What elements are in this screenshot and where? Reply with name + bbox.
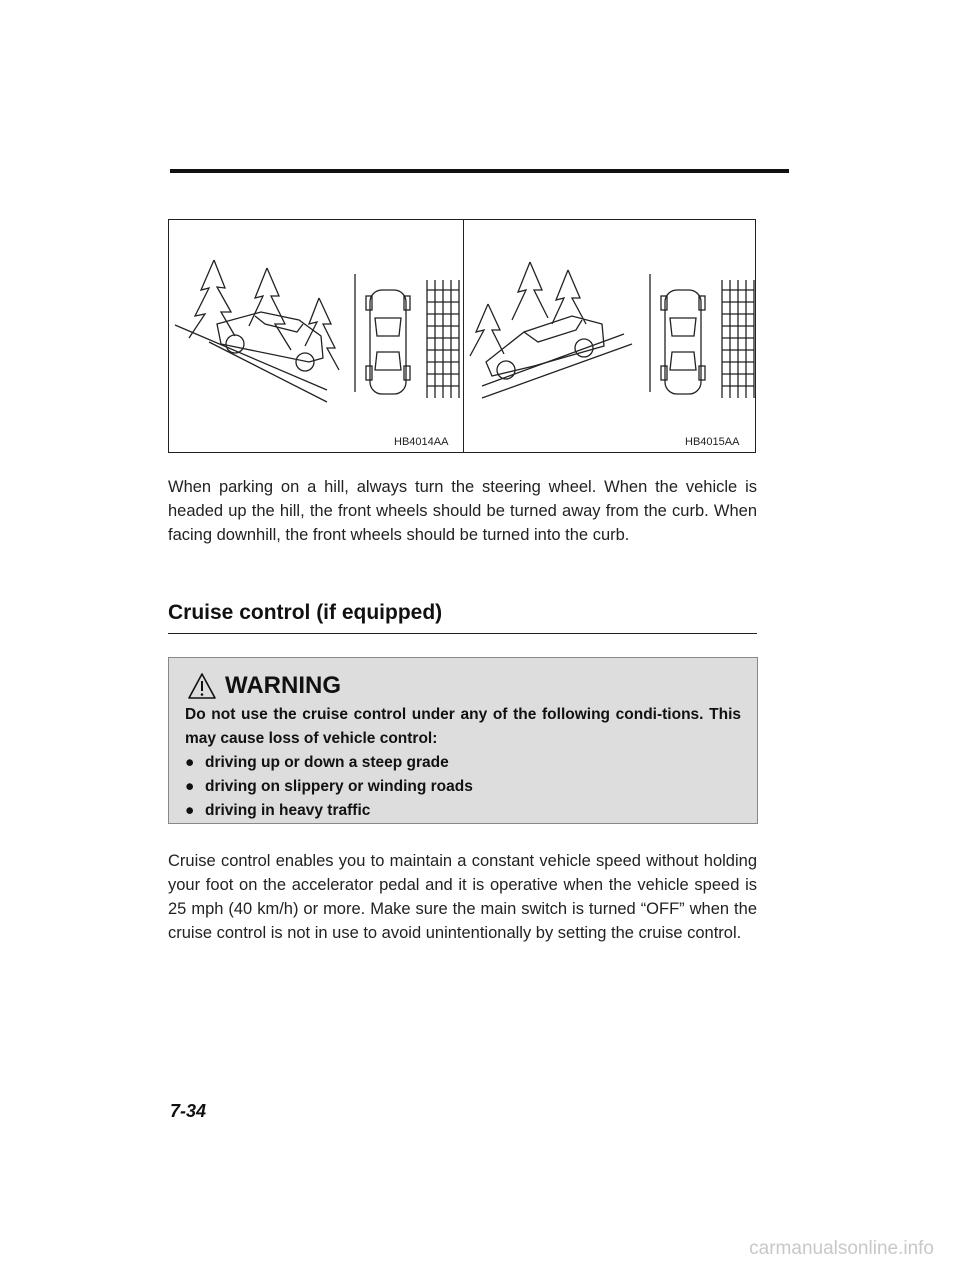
figure-panel-downhill (169, 220, 462, 452)
downhill-parking-illustration (169, 220, 462, 452)
cruise-control-paragraph: Cruise control enables you to maintain a constant vehicle speed without holding your foot on the accelerator pedal and it is operative when the vehicle speed is 25 mph (40 km/h) or more. Make sure the main switch is turned “OFF” when the cruise control is not in use to avoid unintentionally by setting the cruise control. (168, 852, 757, 942)
parking-figure (168, 219, 756, 453)
figure-panel-uphill (464, 220, 757, 452)
watermark: carmanualsonline.info (749, 1238, 934, 1259)
bullet-icon: ● (185, 802, 195, 819)
list-item (185, 775, 741, 799)
figure-code-right: HB4015AA (685, 436, 740, 448)
figure-code-left: HB4014AA (394, 436, 449, 448)
warning-triangle-icon (187, 672, 217, 700)
header-rule (170, 169, 789, 173)
uphill-parking-illustration (464, 220, 757, 452)
bullet-icon: ● (185, 778, 195, 795)
warning-box (168, 657, 758, 824)
page-number: 7-34 (170, 1101, 207, 1121)
warning-title: WARNING (225, 672, 341, 699)
warning-text: Do not use the cruise control under any of the following condi-tions. This may cause loss of vehicle control: (185, 706, 741, 747)
bullet-icon: ● (185, 754, 195, 771)
warning-list (185, 751, 741, 823)
parking-hill-paragraph: When parking on a hill, always turn the steering wheel. When the vehicle is headed up the hill, the front wheels should be turned away from the curb. When facing downhill, the front wheels should be turned into the curb. (168, 478, 757, 544)
list-item (185, 799, 741, 823)
warning-header (185, 670, 741, 700)
section-rule (168, 633, 757, 634)
list-item-text: driving on slippery or winding roads (205, 778, 473, 795)
list-item-text: driving up or down a steep grade (205, 754, 449, 771)
section-title: Cruise control (if equipped) (168, 601, 443, 624)
list-item-text: driving in heavy traffic (205, 802, 371, 819)
list-item (185, 751, 741, 775)
